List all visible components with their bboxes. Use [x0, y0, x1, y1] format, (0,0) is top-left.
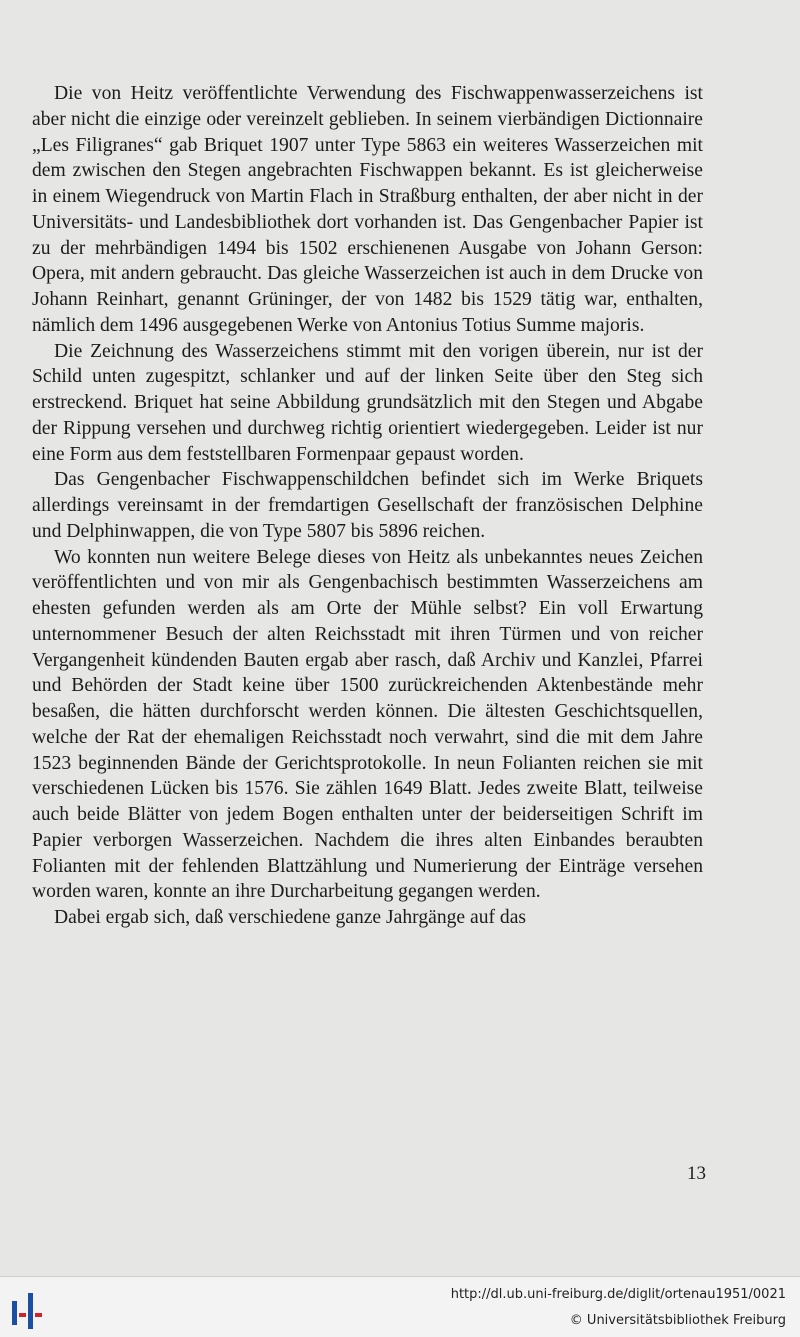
- paragraph-1: Die von Heitz veröffentlichte Verwendung des Fischwappenwasserzeichens ist aber nicht die einzige oder vereinzelt geblieben. In seinem vierbändigen Dictionnaire „Les Filigranes“ gab Briquet 1907 unter Type 5863 ein weiteres Wasserzeichen mit dem zwischen den Stegen angebrachten Fischwappen bekannt. Es ist gleicherweise in einem Wiegendruck von Martin Flach in Straßburg enthalten, der aber nicht in der Universitäts- und Landesbibliothek dort vorhanden ist. Das Gengenbacher Papier ist zu der mehrbändigen 1494 bis 1502 erschienenen Ausgabe von Johann Gerson: Opera, mit andern gebraucht. Das gleiche Wasserzeichen ist auch in dem Drucke von Johann Reinhart, genannt Grüninger, der von 1482 bis 1529 tätig war, enthalten, nämlich dem 1496 ausgegebenen Werke von Antonius Totius Summe majoris.: [32, 83, 703, 336]
- paragraph-3: Das Gengenbacher Fischwappenschildchen befindet sich im Werke Briquets allerdings vereinsamt in der fremdartigen Gesellschaft der französischen Delphine und Delphinwappen, die von Type 5807 bis 5896 reichen.: [32, 469, 703, 542]
- body-text: [32, 81, 703, 931]
- viewer-footer: [0, 1276, 800, 1337]
- paragraph-4: Wo konnten nun weitere Belege dieses von Heitz als unbekanntes neues Zeichen veröffentlichten und von mir als Gengenbachisch bestimmten Wasserzeichens am ehesten gefunden werden als am Orte der Mühle selbst? Ein voll Erwartung unternommener Besuch der alten Reichsstadt mit ihren Türmen und von reicher Vergangenheit kündenden Bauten ergab aber rasch, daß Archiv und Kanzlei, Pfarrei und Behörden der Stadt keine über 1500 zurückreichenden Aktenbestände mehr besaßen, die hätten durchforscht werden können. Die ältesten Geschichtsquellen, welche der Rat der ehemaligen Reichsstadt noch verwahrt, sind die mit dem Jahre 1523 beginnenden Bände der Gerichtsprotokolle. In neun Folianten reichen sie mit verschiedenen Lücken bis 1576. Sie zählen 1649 Blatt. Jedes zweite Blatt, teilweise auch beide Blätter von jedem Bogen enthalten unter der beiderseitigen Schrift im Papier verborgen Wasserzeichen. Nachdem die ihres alten Einbandes beraubten Folianten mit der fehlenden Blattzählung und Numerierung der Einträge versehen worden waren, konnte an ihre Durcharbeitung gegangen werden.: [32, 546, 703, 903]
- copyright-notice: © Universitätsbibliothek Freiburg: [569, 1313, 786, 1328]
- paragraph-5: Dabei ergab sich, daß verschiedene ganze Jahrgänge auf das: [54, 907, 527, 928]
- paragraph-2: Die Zeichnung des Wasserzeichens stimmt mit den vorigen überein, nur ist der Schild unten zugespitzt, schlanker und auf der linken Seite über den Steg sich erstreckend. Briquet hat seine Abbildung grundsätzlich mit den Stegen und Abgabe der Rippung versehen und durchweg richtig orientiert wiedergegeben. Leider ist nur eine Form aus dem feststellbaren Formenpaar gepaust worden.: [32, 340, 703, 465]
- ub-freiburg-logo-icon[interactable]: [8, 1291, 52, 1331]
- page-number: 13: [687, 1163, 706, 1184]
- page-url-link[interactable]: http://dl.ub.uni-freiburg.de/diglit/ortenau1951/0021: [450, 1287, 786, 1302]
